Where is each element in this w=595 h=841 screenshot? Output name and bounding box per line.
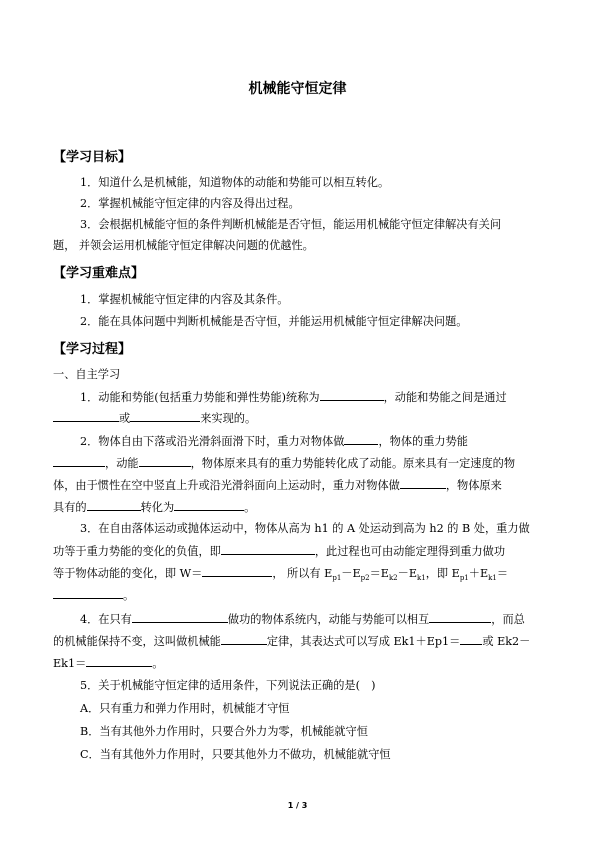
question-5-stem: 5．关于机械能守恒定律的适用条件，下列说法正确的是( ) <box>80 679 376 692</box>
answer-blank[interactable] <box>139 455 191 467</box>
goal-item-1: 1．知道什么是机械能，知道物体的动能和势能可以相互转化。 <box>80 176 390 189</box>
question-3-line-2: 功等于重力势能的变化的负值，即 ，此过程也可由动能定理得到重力做功 <box>53 545 506 558</box>
section-heading-key-points: 【学习重难点】 <box>53 266 145 281</box>
answer-blank[interactable] <box>429 611 491 623</box>
question-3-line-4: 。 <box>53 587 134 604</box>
question-5-option-a[interactable]: A．只有重力和弹力作用时，机械能才守恒 <box>80 702 290 715</box>
question-2-line-3: 体，由于惯性在空中竖直上升或沿光滑斜面向上运动时，重力对物体做 ，物体原来 <box>53 479 502 492</box>
question-2-line-2: ，动能 ，物体原来具有的重力势能转化成了动能。原来具有一定速度的物 <box>53 455 515 472</box>
section-heading-process: 【学习过程】 <box>53 342 132 357</box>
question-4-line-2: 的机械能保持不变，这叫做机械能 定律，其表达式可以写成 Ek1＋Ep1＝ 或 Ek2－ <box>53 635 531 648</box>
section-heading-goals: 【学习目标】 <box>53 150 132 165</box>
answer-blank[interactable] <box>344 433 378 445</box>
question-4-line-1: 4．在只有 做功的物体系统内，动能与势能可以相互 ，而总 <box>80 613 525 626</box>
part-heading-self-study: 一、自主学习 <box>53 368 121 381</box>
question-1-line-2: 或 来实现的。 <box>53 410 256 427</box>
goal-item-3: 3．会根据机械能守恒的条件判断机械能是否守恒，能运用机械能守恒定律解决有关问 <box>80 218 502 231</box>
key-point-1: 1．掌握机械能守恒定律的内容及其条件。 <box>80 293 289 306</box>
answer-blank[interactable] <box>86 655 152 667</box>
answer-blank[interactable] <box>400 477 446 489</box>
answer-blank[interactable] <box>174 499 244 511</box>
answer-blank[interactable] <box>53 455 105 467</box>
answer-blank[interactable] <box>53 410 119 422</box>
question-5-option-c[interactable]: C．当有其他外力作用时，只要其他外力不做功，机械能就守恒 <box>80 748 391 761</box>
answer-blank[interactable] <box>320 389 384 401</box>
goal-item-2: 2．掌握机械能守恒定律的内容及得出过程。 <box>80 197 300 210</box>
question-4-line-3: Ek1＝ 。 <box>53 657 164 670</box>
question-2-line-1: 2．物体自由下落或沿光滑斜面滑下时，重力对物体做 ，物体的重力势能 <box>80 435 468 448</box>
answer-blank[interactable] <box>202 565 272 577</box>
answer-blank[interactable] <box>221 543 315 555</box>
question-3-line-3: 等于物体动能的变化，即 W＝ ， 所以有 $E_{p1}-E_{p2}=E_{k2}-E_{k1}$，即 $E_{p1}+E_{k1}=$ <box>53 567 509 583</box>
answer-blank[interactable] <box>53 587 123 599</box>
goal-item-3-cont: 题， 并领会运用机械能守恒定律解决问题的优越性。 <box>53 239 314 252</box>
question-2-line-4: 具有的 转化为 。 <box>53 501 256 514</box>
question-1-line-1: 1．动能和势能(包括重力势能和弹性势能)统称为 ，动能和势能之间是通过 <box>80 391 507 404</box>
page-title: 机械能守恒定律 <box>248 81 347 97</box>
question-3-line-1: 3．在自由落体运动或抛体运动中，物体从高为 h1 的 A 处运动到高为 h2 的 B 处，重力做 <box>80 522 530 535</box>
question-5-option-b[interactable]: B．当有其他外力作用时，只要合外力为零，机械能就守恒 <box>80 725 368 738</box>
answer-blank[interactable] <box>221 633 267 645</box>
answer-blank[interactable] <box>460 633 482 645</box>
answer-blank[interactable] <box>87 499 141 511</box>
page-number: 1 / 3 <box>287 801 308 810</box>
answer-blank[interactable] <box>132 611 228 623</box>
answer-blank[interactable] <box>130 410 200 422</box>
key-point-2: 2．能在具体问题中判断机械能是否守恒，并能运用机械能守恒定律解决问题。 <box>80 315 468 328</box>
